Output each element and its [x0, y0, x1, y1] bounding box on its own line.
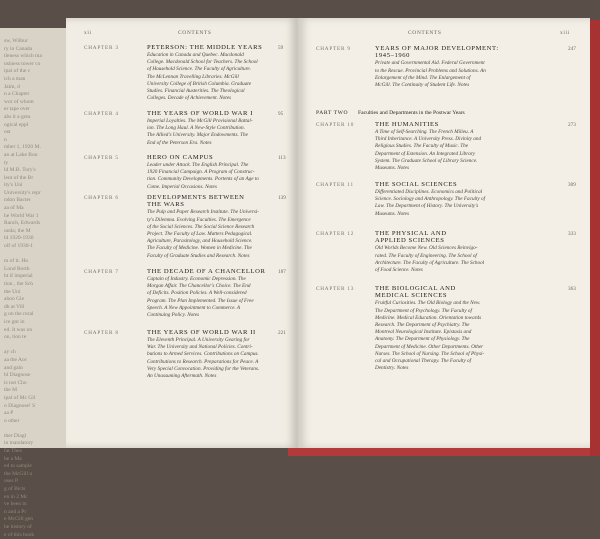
chapter-title: YEARS OF MAJOR DEVELOPMENT: [375, 45, 499, 52]
chapter-description-line: of Food Science. Notes [375, 266, 423, 273]
chapter-description-line: tion. Community Developments. Portents of an Age to [147, 176, 259, 183]
chapter-page-number: 95 [278, 111, 284, 117]
chapter-description-line: Montreal Neurological Institute. Epistasis and [375, 329, 472, 336]
chapter-description-line: Program. The Plan Implemented. The Issue of Free [147, 297, 254, 304]
chapter-description-line: Differentiated Disciplines. Economics and Political [375, 188, 483, 195]
chapter-label: CHAPTER 4 [84, 111, 119, 117]
chapter-description-line: The Allied's University. Major Endowments. The [147, 132, 248, 139]
chapter-description-line: The Faculty of Medicine. Women in Medicine. The [147, 245, 252, 252]
background-book-text: sw, Wilbur ry in Canada tleness which ma usiness tower co ipal of the c ich a man Jaim, d n a Chapter wor of whom er tape over abs it a grea ogical eppl ost n mber 1, 1920 M. an at Lake Bou ty ld M.B. Tory's lent of the Br ity's Uni University's repr ndon Bacter aa of Ma he World War 1 Ranch, Edwards unda; the M ld 1920-1930 olf of 1930-1 m of it. Ho Lond Rorth ht if imperial tion , the Sch the Uni ahoo Gie dh at Vill g on the rural ice gnt in ed. It was on on, tion te ay ch aa the Aor and gain bl Diagnose is not Cho the M ipal of Mc Gil o Diagnose! S aa P o other ther Diagl in mandatory fat Thes he a Ma ed to sample the McGill u uses P. g of Bicts en in 2 Mc ve been in n and a Pr e McGill gen he history of e of this book [4, 38, 42, 538]
chapter-description-line: A Time of Self-Searching. The French Milieu. A [375, 128, 474, 135]
chapter-description-line: of the Social Sciences. The Social Science Research [147, 223, 255, 230]
chapter-description-line: butions to Armed Services. Contributions on Campus. [147, 351, 259, 358]
chapter-title: MEDICAL SCIENCES [375, 292, 448, 300]
chapter-title: THE BIOLOGICAL AND [375, 285, 456, 292]
chapter-description-line: 1920 Financial Campaign. A Program of Construc- [147, 169, 255, 176]
chapter-description-line: War. The University and National Policies. Contri- [147, 344, 253, 351]
chapter-description-line: Law. The Department of History. The University's [375, 203, 479, 210]
chapter-description-line: System. The Graduate School of Library Science. [375, 157, 478, 164]
right-page-number: xiii [560, 30, 570, 36]
chapter-description-line: Medicine. Medical Education. Orientation towards [375, 314, 482, 321]
chapter-description-line: Imperial Loyalties. The McGill Provisional Battal- [147, 117, 253, 124]
chapter-page-number: 139 [278, 195, 286, 201]
chapter-title: THE DECADE OF A CHANCELLOR [147, 268, 266, 275]
chapter-description-line: Faculty of Graduate Studies and Research. Notes [147, 252, 250, 259]
chapter-description-line: The Department of Psychology. The Faculty of [375, 307, 472, 314]
left-page [66, 18, 298, 448]
chapter-label: CHAPTER 5 [84, 155, 119, 161]
chapter-description-line: McGill. The Continuity of Student Life. Notes [375, 81, 470, 88]
chapter-description-line: An Unassuming Aftermath. Notes [147, 372, 217, 379]
chapter-description-line: cal and Occupational Therapy. The Faculty of [375, 357, 472, 364]
chapter-description-line: Dentistry. Notes [375, 365, 409, 372]
chapter-label: CHAPTER 7 [84, 269, 119, 275]
chapter-description-line: rated. The Faculty of Engineering. The School of [375, 252, 477, 259]
book-cover-side [590, 20, 600, 456]
chapter-description-line: Science. Sociology and Anthropology. The Faculty of [375, 196, 486, 203]
chapter-description-line: Education in Canada and Quebec. Macdonald [147, 51, 244, 58]
chapter-description-line: Continuing Policy. Notes [147, 311, 200, 318]
chapter-description-line: Speech. A New Appointment to Commerce. A [147, 304, 241, 311]
chapter-description-line: End of the Peterson Era. Notes [147, 139, 212, 146]
part-label: PART TWO [316, 110, 349, 116]
right-page [298, 18, 590, 448]
chapter-page-number: 273 [568, 122, 576, 128]
chapter-label: CHAPTER 9 [316, 46, 351, 52]
chapter-label: CHAPTER 10 [316, 122, 355, 128]
chapter-title: DEVELOPMENTS BETWEEN [147, 194, 245, 201]
chapter-title: THE HUMANITIES [375, 121, 439, 128]
chapter-description-line: Captain of Industry. Economic Depression. The [147, 275, 246, 282]
chapter-title: THE PHYSICAL AND [375, 230, 447, 237]
chapter-page-number: 221 [278, 330, 286, 336]
chapter-label: CHAPTER 12 [316, 231, 355, 237]
chapter-description-line: Very Special Convocation. Providing for the Veterans. [147, 365, 260, 372]
chapter-description-line: The McLennan Travelling Libraries. McGill [147, 73, 239, 80]
chapter-title: 1945–1960 [375, 52, 411, 60]
chapter-title: THE SOCIAL SCIENCES [375, 181, 458, 188]
chapter-description-line: Project. The Faculty of Law. Matters Pedagogical. [147, 230, 253, 237]
chapter-description-line: University College of British Columbia. Graduate [147, 80, 252, 87]
chapter-description-line: Anatomy. The Department of Physiology. The [375, 336, 470, 343]
chapter-description-line: Contributions to Research. Preparations for Peace. A [147, 358, 259, 365]
chapter-label: CHAPTER 6 [84, 195, 119, 201]
left-running-head: CONTENTS [178, 30, 212, 36]
chapter-page-number: 187 [278, 269, 286, 275]
chapter-page-number: 247 [568, 46, 576, 52]
chapter-description-line: Private and Governmental Aid. Federal Government [375, 60, 485, 67]
chapter-description-line: of Deficits. Position Policies. A Well-considered [147, 290, 247, 297]
chapter-description-line: Colleges. Decade of Achievement. Notes [147, 95, 232, 102]
chapter-title: THE WARS [147, 201, 185, 209]
chapter-description-line: Morgan Affair. The Chancellor's Choice. The End [147, 283, 251, 290]
left-page-number: xii [84, 30, 92, 36]
chapter-page-number: 363 [568, 286, 576, 292]
chapter-description-line: Department of Extension. An Integrated Library [375, 150, 476, 157]
chapter-title: HERO ON CAMPUS [147, 154, 214, 161]
chapter-title: APPLIED SCIENCES [375, 237, 445, 245]
chapter-description-line: College. Macdonald School for Teachers. The School [147, 59, 258, 66]
chapter-description-line: Museums. Notes [375, 210, 410, 217]
chapter-title: THE YEARS OF WORLD WAR II [147, 329, 256, 336]
chapter-page-number: 333 [568, 231, 576, 237]
chapter-description-line: The Eleventh Principal. A University Gearing for [147, 336, 250, 343]
part-title: Faculties and Departments in the Postwar Years [358, 110, 465, 116]
chapter-title: THE YEARS OF WORLD WAR I [147, 110, 254, 117]
background-book [0, 28, 70, 538]
chapter-page-number: 309 [568, 182, 576, 188]
chapter-description-line: Studies. Financial Austerities. The Theological [147, 87, 245, 94]
chapter-label: CHAPTER 8 [84, 330, 119, 336]
chapter-description-line: Department of Medicine. Other Departments. Other [375, 343, 484, 350]
chapter-description-line: Architecture. The Faculty of Agriculture. The School [375, 259, 485, 266]
chapter-label: CHAPTER 13 [316, 286, 355, 292]
chapter-label: CHAPTER 11 [316, 182, 354, 188]
chapter-description-line: Enlargement of the Mind. The Enlargement of [375, 74, 471, 81]
chapter-description-line: Research. The Department of Psychiatry. The [375, 321, 470, 328]
chapter-page-number: 59 [278, 45, 284, 51]
chapter-description-line: of Household Science. The Faculty of Agriculture. [147, 66, 252, 73]
chapter-description-line: The Pulp and Paper Research Institute. The Universi- [147, 209, 259, 216]
chapter-description-line: ion. The Long Haul. A New-Style Contribution. [147, 125, 245, 132]
chapter-description-line: Religious Studies. The Faculty of Music. The [375, 143, 469, 150]
chapter-label: CHAPTER 3 [84, 45, 119, 51]
chapter-description-line: to the Rescue. Provincial Problems and Solutions. An [375, 67, 486, 74]
chapter-title: PETERSON: THE MIDDLE YEARS [147, 44, 263, 51]
chapter-page-number: 113 [278, 155, 286, 161]
chapter-description-line: Leader under Attack. The English Principal. The [147, 161, 249, 168]
chapter-description-line: Museums. Notes [375, 164, 410, 171]
chapter-description-line: Nurses. The School of Nursing. The School of Physi- [375, 350, 485, 357]
chapter-description-line: ty's Dilemma. Evolving Faculties. The Emergence [147, 216, 251, 223]
chapter-description-line: Third Inheritance. A University Press. Divinity and [375, 136, 482, 143]
chapter-description-line: Old Worlds Become New. Old Sciences Reinvigo- [375, 245, 478, 252]
right-running-head: CONTENTS [408, 30, 442, 36]
chapter-description-line: Agriculture, Parasitology, and Household Science. [147, 238, 253, 245]
chapter-description-line: Come. Imperial Occasions. Notes [147, 183, 217, 190]
chapter-description-line: Fruitful Curiosities. The Old Biology and the New. [375, 300, 481, 307]
